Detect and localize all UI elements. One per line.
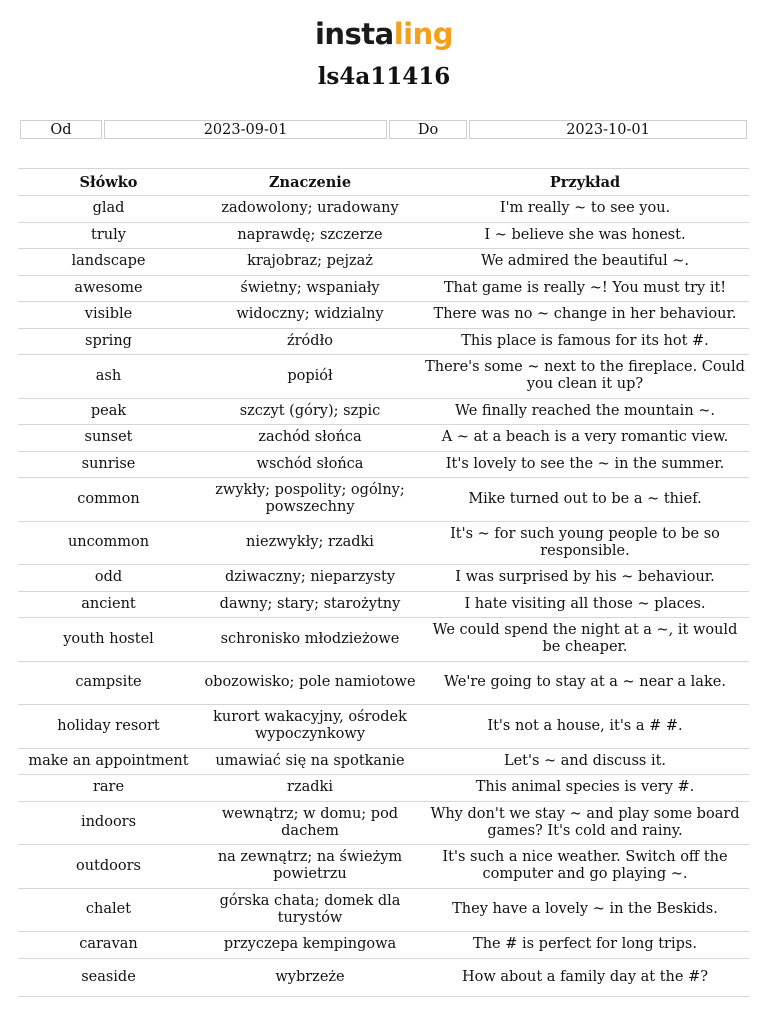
- example-cell: We finally reached the mountain ~.: [421, 398, 749, 425]
- meaning-cell: schronisko młodzieżowe: [199, 618, 421, 662]
- example-cell: How about a family day at the #?: [421, 958, 749, 996]
- example-cell: Mike turned out to be a ~ thief.: [421, 478, 749, 522]
- example-cell: The # is perfect for long trips.: [421, 932, 749, 959]
- date-range-table: [18, 120, 749, 139]
- meaning-cell: popiół: [199, 355, 421, 399]
- header-meaning: Znaczenie: [199, 169, 421, 196]
- example-cell: I was surprised by his ~ behaviour.: [421, 565, 749, 592]
- logo-part-insta: insta: [314, 17, 394, 51]
- table-row: [18, 355, 749, 399]
- meaning-cell: wewnątrz; w domu; pod dachem: [199, 801, 421, 845]
- example-cell: I ~ believe she was honest.: [421, 222, 749, 249]
- example-cell: A ~ at a beach is a very romantic view.: [421, 425, 749, 452]
- table-row: [18, 932, 749, 959]
- word-cell: truly: [18, 222, 199, 249]
- word-cell: indoors: [18, 801, 199, 845]
- example-cell: It's not a house, it's a # #.: [421, 705, 749, 749]
- example-cell: They have a lovely ~ in the Beskids.: [421, 888, 749, 932]
- meaning-cell: wybrzeże: [199, 958, 421, 996]
- example-cell: This place is famous for its hot #.: [421, 328, 749, 355]
- example-cell: Let's ~ and discuss it.: [421, 748, 749, 775]
- example-cell: There's some ~ next to the fireplace. Could you clean it up?: [421, 355, 749, 399]
- word-cell: campsite: [18, 661, 199, 705]
- word-cell: caravan: [18, 932, 199, 959]
- meaning-cell: krajobraz; pejzaż: [199, 249, 421, 276]
- word-cell: rare: [18, 775, 199, 802]
- table-row: [18, 249, 749, 276]
- meaning-cell: zwykły; pospolity; ogólny; powszechny: [199, 478, 421, 522]
- word-cell: visible: [18, 302, 199, 329]
- meaning-cell: zachód słońca: [199, 425, 421, 452]
- table-row: [18, 398, 749, 425]
- meaning-cell: źródło: [199, 328, 421, 355]
- table-row: [18, 705, 749, 749]
- word-cell: chalet: [18, 888, 199, 932]
- word-cell: peak: [18, 398, 199, 425]
- table-row: [18, 478, 749, 522]
- example-cell: This animal species is very #.: [421, 775, 749, 802]
- table-row: [18, 801, 749, 845]
- meaning-cell: kurort wakacyjny, ośrodek wypoczynkowy: [199, 705, 421, 749]
- table-row: [18, 521, 749, 565]
- word-cell: common: [18, 478, 199, 522]
- example-cell: It's such a nice weather. Switch off the computer and go playing ~.: [421, 845, 749, 889]
- table-row: [18, 958, 749, 996]
- table-row: [18, 275, 749, 302]
- meaning-cell: świetny; wspaniały: [199, 275, 421, 302]
- table-row: [18, 888, 749, 932]
- meaning-cell: górska chata; domek dla turystów: [199, 888, 421, 932]
- example-cell: It's ~ for such young people to be so responsible.: [421, 521, 749, 565]
- example-cell: I'm really ~ to see you.: [421, 196, 749, 223]
- table-row: [18, 591, 749, 618]
- date-range-row: [20, 120, 747, 139]
- word-cell: seaside: [18, 958, 199, 996]
- table-row: [18, 618, 749, 662]
- word-cell: glad: [18, 196, 199, 223]
- from-date: 2023-09-01: [104, 120, 387, 139]
- word-cell: odd: [18, 565, 199, 592]
- meaning-cell: widoczny; widzialny: [199, 302, 421, 329]
- table-row: [18, 196, 749, 223]
- example-cell: We could spend the night at a ~, it would be cheaper.: [421, 618, 749, 662]
- word-cell: ash: [18, 355, 199, 399]
- table-row: [18, 661, 749, 705]
- table-row: [18, 302, 749, 329]
- header-word: Słówko: [18, 169, 199, 196]
- word-cell: ancient: [18, 591, 199, 618]
- example-cell: That game is really ~! You must try it!: [421, 275, 749, 302]
- meaning-cell: dawny; stary; starożytny: [199, 591, 421, 618]
- word-cell: spring: [18, 328, 199, 355]
- word-cell: awesome: [18, 275, 199, 302]
- example-cell: Why don't we stay ~ and play some board games? It's cold and rainy.: [421, 801, 749, 845]
- meaning-cell: niezwykły; rzadki: [199, 521, 421, 565]
- vocabulary-body: [18, 196, 749, 997]
- page-title: ls4a11416: [317, 63, 451, 90]
- meaning-cell: rzadki: [199, 775, 421, 802]
- meaning-cell: umawiać się na spotkanie: [199, 748, 421, 775]
- example-cell: We're going to stay at a ~ near a lake.: [421, 661, 749, 705]
- vocabulary-table: [18, 168, 749, 997]
- meaning-cell: przyczepa kempingowa: [199, 932, 421, 959]
- from-label: Od: [20, 120, 102, 139]
- example-cell: It's lovely to see the ~ in the summer.: [421, 451, 749, 478]
- table-row: [18, 775, 749, 802]
- meaning-cell: obozowisko; pole namiotowe: [199, 661, 421, 705]
- to-label: Do: [389, 120, 467, 139]
- instaling-logo: [0, 14, 768, 54]
- vocabulary-header-row: [18, 169, 749, 196]
- word-cell: uncommon: [18, 521, 199, 565]
- table-row: [18, 565, 749, 592]
- meaning-cell: naprawdę; szczerze: [199, 222, 421, 249]
- word-cell: youth hostel: [18, 618, 199, 662]
- meaning-cell: na zewnątrz; na świeżym powietrzu: [199, 845, 421, 889]
- word-cell: outdoors: [18, 845, 199, 889]
- word-cell: sunset: [18, 425, 199, 452]
- table-row: [18, 845, 749, 889]
- meaning-cell: wschód słońca: [199, 451, 421, 478]
- example-cell: There was no ~ change in her behaviour.: [421, 302, 749, 329]
- meaning-cell: dziwaczny; nieparzysty: [199, 565, 421, 592]
- meaning-cell: zadowolony; uradowany: [199, 196, 421, 223]
- example-cell: We admired the beautiful ~.: [421, 249, 749, 276]
- header-example: Przykład: [421, 169, 749, 196]
- example-cell: I hate visiting all those ~ places.: [421, 591, 749, 618]
- logo-part-ling: ling: [393, 17, 454, 51]
- word-cell: sunrise: [18, 451, 199, 478]
- table-row: [18, 425, 749, 452]
- word-cell: holiday resort: [18, 705, 199, 749]
- table-row: [18, 222, 749, 249]
- meaning-cell: szczyt (góry); szpic: [199, 398, 421, 425]
- word-cell: make an appointment: [18, 748, 199, 775]
- table-row: [18, 328, 749, 355]
- word-cell: landscape: [18, 249, 199, 276]
- table-row: [18, 451, 749, 478]
- table-row: [18, 748, 749, 775]
- to-date: 2023-10-01: [469, 120, 747, 139]
